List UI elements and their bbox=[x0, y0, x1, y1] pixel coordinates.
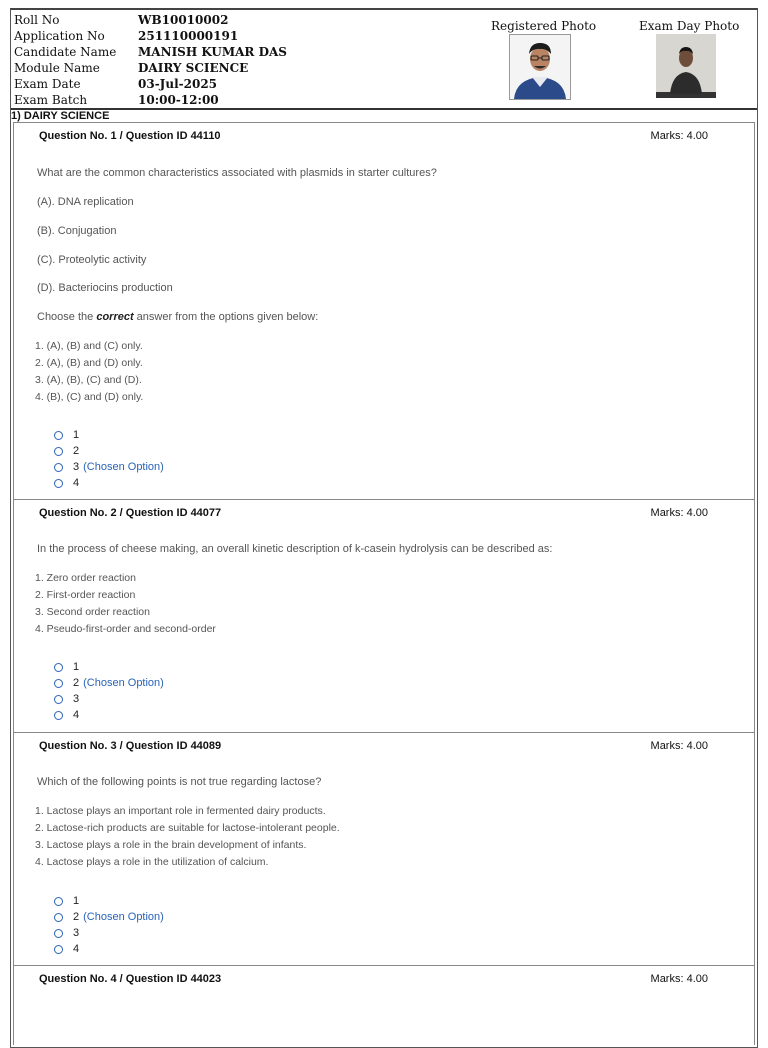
radio-circle-icon bbox=[54, 447, 63, 456]
application-no-label: Application No bbox=[14, 29, 105, 43]
question-marks: Marks: 4.00 bbox=[650, 130, 708, 142]
question-block-1 bbox=[13, 122, 755, 500]
candidate-name-value: MANISH KUMAR DAS bbox=[138, 45, 287, 59]
roll-no-row bbox=[14, 12, 287, 28]
chosen-option-label: (Chosen Option) bbox=[83, 461, 164, 473]
question-header: Question No. 1 / Question ID 44110 bbox=[39, 130, 221, 142]
question-header: Question No. 4 / Question ID 44023 bbox=[39, 973, 222, 985]
answer-choice-4: 4. Pseudo-first-order and second-order bbox=[35, 623, 216, 635]
question-text: In the process of cheese making, an overall kinetic description of k-casein hydrolysis can be described as: bbox=[37, 543, 553, 555]
header-divider bbox=[11, 108, 757, 110]
candidate-info-table bbox=[14, 12, 287, 108]
option-radio-3[interactable]: 3 (Chosen Option) bbox=[54, 459, 164, 475]
option-radio-1[interactable]: 1 bbox=[54, 659, 79, 675]
radio-circle-icon bbox=[54, 679, 63, 688]
radio-circle-icon bbox=[54, 431, 63, 440]
chosen-option-label: (Chosen Option) bbox=[83, 911, 164, 923]
application-no-value: 251110000191 bbox=[138, 29, 239, 43]
exam-day-photo bbox=[656, 34, 716, 98]
radio-circle-icon bbox=[54, 663, 63, 672]
statement-b: (B). Conjugation bbox=[37, 225, 117, 237]
answer-choice-1: 1. (A), (B) and (C) only. bbox=[35, 340, 143, 352]
question-block-3 bbox=[13, 732, 755, 966]
radio-circle-icon bbox=[54, 711, 63, 720]
response-sheet bbox=[10, 8, 758, 1048]
exam-day-photo-label: Exam Day Photo bbox=[639, 19, 740, 33]
answer-choice-1: 1. Lactose plays an important role in fermented dairy products. bbox=[35, 805, 326, 817]
question-marks: Marks: 4.00 bbox=[650, 507, 708, 519]
option-radio-3[interactable]: 3 bbox=[54, 925, 79, 941]
option-radio-1[interactable]: 1 bbox=[54, 427, 79, 443]
question-block-2 bbox=[13, 499, 755, 733]
radio-circle-icon bbox=[54, 897, 63, 906]
answer-choice-2: 2. Lactose-rich products are suitable for lactose-intolerant people. bbox=[35, 822, 340, 834]
question-instruction: Choose the correct answer from the options given below: bbox=[37, 311, 319, 323]
exam-batch-row bbox=[14, 92, 287, 108]
roll-no-label: Roll No bbox=[14, 13, 60, 27]
module-name-label: Module Name bbox=[14, 61, 100, 75]
question-header: Question No. 2 / Question ID 44077 bbox=[39, 507, 222, 519]
option-radio-2[interactable]: 2 bbox=[54, 443, 79, 459]
option-radio-2[interactable]: 2 (Chosen Option) bbox=[54, 675, 164, 691]
registered-photo bbox=[509, 34, 571, 100]
option-radio-1[interactable]: 1 bbox=[54, 893, 79, 909]
candidate-name-label: Candidate Name bbox=[14, 45, 117, 59]
exam-batch-value: 10:00-12:00 bbox=[138, 93, 219, 107]
radio-circle-icon bbox=[54, 695, 63, 704]
chosen-option-label: (Chosen Option) bbox=[83, 677, 164, 689]
statement-d: (D). Bacteriocins production bbox=[37, 282, 173, 294]
registered-photo-label: Registered Photo bbox=[491, 19, 597, 33]
statement-c: (C). Proteolytic activity bbox=[37, 254, 147, 266]
module-name-row bbox=[14, 60, 287, 76]
section-title: 1) DAIRY SCIENCE bbox=[11, 110, 110, 122]
answer-choice-3: 3. (A), (B), (C) and (D). bbox=[35, 374, 142, 386]
option-radio-2[interactable]: 2 (Chosen Option) bbox=[54, 909, 164, 925]
exam-date-row bbox=[14, 76, 287, 92]
question-marks: Marks: 4.00 bbox=[650, 973, 708, 985]
statement-a: (A). DNA replication bbox=[37, 196, 134, 208]
option-radio-4[interactable]: 4 bbox=[54, 475, 79, 491]
radio-circle-icon bbox=[54, 929, 63, 938]
question-marks: Marks: 4.00 bbox=[650, 740, 708, 752]
radio-circle-icon bbox=[54, 463, 63, 472]
option-radio-4[interactable]: 4 bbox=[54, 707, 79, 723]
answer-choice-2: 2. (A), (B) and (D) only. bbox=[35, 357, 143, 369]
question-text: What are the common characteristics associated with plasmids in starter cultures? bbox=[37, 167, 437, 179]
answer-choice-4: 4. Lactose plays a role in the utilization of calcium. bbox=[35, 856, 269, 868]
exam-batch-label: Exam Batch bbox=[14, 93, 88, 107]
option-radio-3[interactable]: 3 bbox=[54, 691, 79, 707]
answer-choice-1: 1. Zero order reaction bbox=[35, 572, 136, 584]
answer-choice-3: 3. Second order reaction bbox=[35, 606, 150, 618]
question-block-4 bbox=[13, 965, 755, 1045]
answer-choice-3: 3. Lactose plays a role in the brain development of infants. bbox=[35, 839, 307, 851]
answer-choice-2: 2. First-order reaction bbox=[35, 589, 136, 601]
radio-circle-icon bbox=[54, 479, 63, 488]
application-no-row bbox=[14, 28, 287, 44]
answer-choice-4: 4. (B), (C) and (D) only. bbox=[35, 391, 144, 403]
exam-date-label: Exam Date bbox=[14, 77, 81, 91]
candidate-name-row bbox=[14, 44, 287, 60]
radio-circle-icon bbox=[54, 913, 63, 922]
option-radio-4[interactable]: 4 bbox=[54, 941, 79, 957]
question-header: Question No. 3 / Question ID 44089 bbox=[39, 740, 222, 752]
module-name-value: DAIRY SCIENCE bbox=[138, 61, 249, 75]
radio-circle-icon bbox=[54, 945, 63, 954]
exam-date-value: 03-Jul-2025 bbox=[138, 77, 218, 91]
roll-no-value: WB10010002 bbox=[138, 13, 229, 27]
question-text: Which of the following points is not true regarding lactose? bbox=[37, 776, 322, 788]
